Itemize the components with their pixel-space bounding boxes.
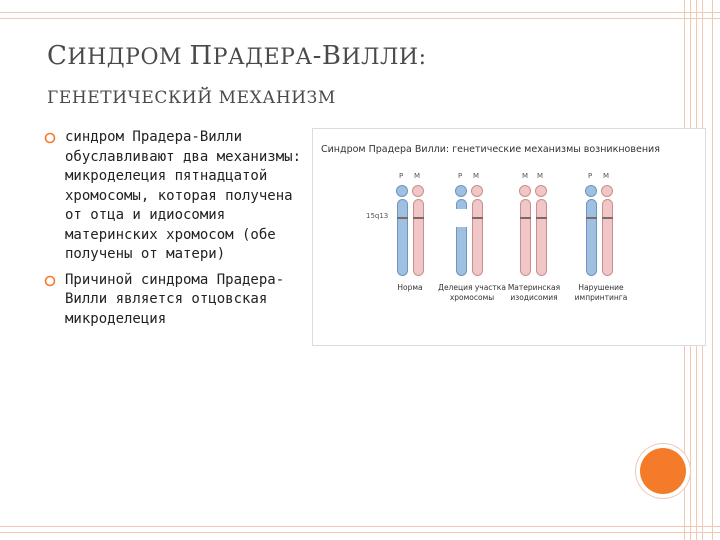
- title-initial: П: [189, 41, 213, 71]
- right-deco-line: [712, 0, 713, 540]
- chromosome-head-paternal: [455, 185, 467, 197]
- parent-label-m: М: [603, 172, 610, 180]
- bullet-item: [44, 128, 306, 265]
- chromosome-band: [520, 217, 531, 219]
- chromosome-figure: [312, 128, 706, 346]
- title-text: ИЛЛИ:: [341, 45, 427, 70]
- caption-isodisomy: Материнская изодисомия: [507, 283, 561, 302]
- parent-label-p: Р: [399, 172, 404, 180]
- chromosome-paternal: [586, 199, 597, 276]
- chromosome-maternal: [472, 199, 483, 276]
- chromosome-band: [586, 217, 597, 219]
- bullet-item: [44, 271, 306, 330]
- title-line-1: [47, 36, 667, 78]
- parent-label-m: М: [473, 172, 480, 180]
- chromosome-head-maternal: [471, 185, 483, 197]
- orange-circle-decoration: [640, 448, 686, 494]
- title-text: ИНДРОМ: [67, 45, 190, 70]
- chromosome-maternal: [520, 199, 531, 276]
- chromosome-head-maternal: [601, 185, 613, 197]
- parent-label-p: Р: [588, 172, 593, 180]
- chromosome-band: [472, 217, 483, 219]
- chromosome-head-paternal: [585, 185, 597, 197]
- top-deco-line: [0, 12, 720, 13]
- title-line-2: ГЕНЕТИЧЕСКИЙ МЕХАНИЗМ: [47, 88, 336, 108]
- caption-imprinting: Нарушение импринтинга: [574, 283, 628, 302]
- title-text: РАДЕРА: [212, 45, 313, 70]
- parent-label-m: М: [537, 172, 544, 180]
- figure-title: Синдром Прадера Вилли: генетические механизмы возникновения: [321, 144, 660, 155]
- parent-label-m: М: [414, 172, 421, 180]
- caption-norm: Норма: [397, 283, 423, 292]
- parent-label-m: М: [522, 172, 529, 180]
- bullet-ring-icon: [44, 132, 56, 144]
- chromosome-head-paternal: [396, 185, 408, 197]
- bullet-ring-icon: [44, 275, 56, 287]
- chromosome-band: [602, 217, 613, 219]
- chromosome-maternal: [536, 199, 547, 276]
- bottom-deco-line: [0, 526, 720, 527]
- chromosome-band: [413, 217, 424, 219]
- parent-label-p: Р: [458, 172, 463, 180]
- chromosome-band: [536, 217, 547, 219]
- top-deco-line-2: [0, 18, 720, 19]
- bullet-list: [44, 128, 306, 335]
- caption-deletion: Делеция участка хромосомы: [438, 283, 506, 302]
- chromosome-head-maternal: [412, 185, 424, 197]
- bullet-text: синдром Прадера-Вилли обуславливают два механизмы: микроделеция пятнадцатой хромосомы, которая получена от отца и идиосомия материнских хромосом (обе получены от матери): [65, 129, 302, 262]
- chromosome-paternal: [397, 199, 408, 276]
- chromosome-maternal: [413, 199, 424, 276]
- title-initial: В: [321, 41, 342, 71]
- title-dash: -: [312, 41, 322, 71]
- deletion-gap: [455, 209, 468, 227]
- bottom-deco-line-2: [0, 532, 720, 533]
- locus-label: 15q13: [366, 212, 389, 220]
- chromosome-maternal: [602, 199, 613, 276]
- slide-title: [47, 36, 667, 118]
- chromosome-head-maternal: [519, 185, 531, 197]
- chromosome-head-maternal: [535, 185, 547, 197]
- bullet-text: Причиной синдрома Прадера-Вилли является отцовская микроделеция: [65, 271, 285, 327]
- chromosome-band: [397, 217, 408, 219]
- title-initial: С: [47, 41, 68, 71]
